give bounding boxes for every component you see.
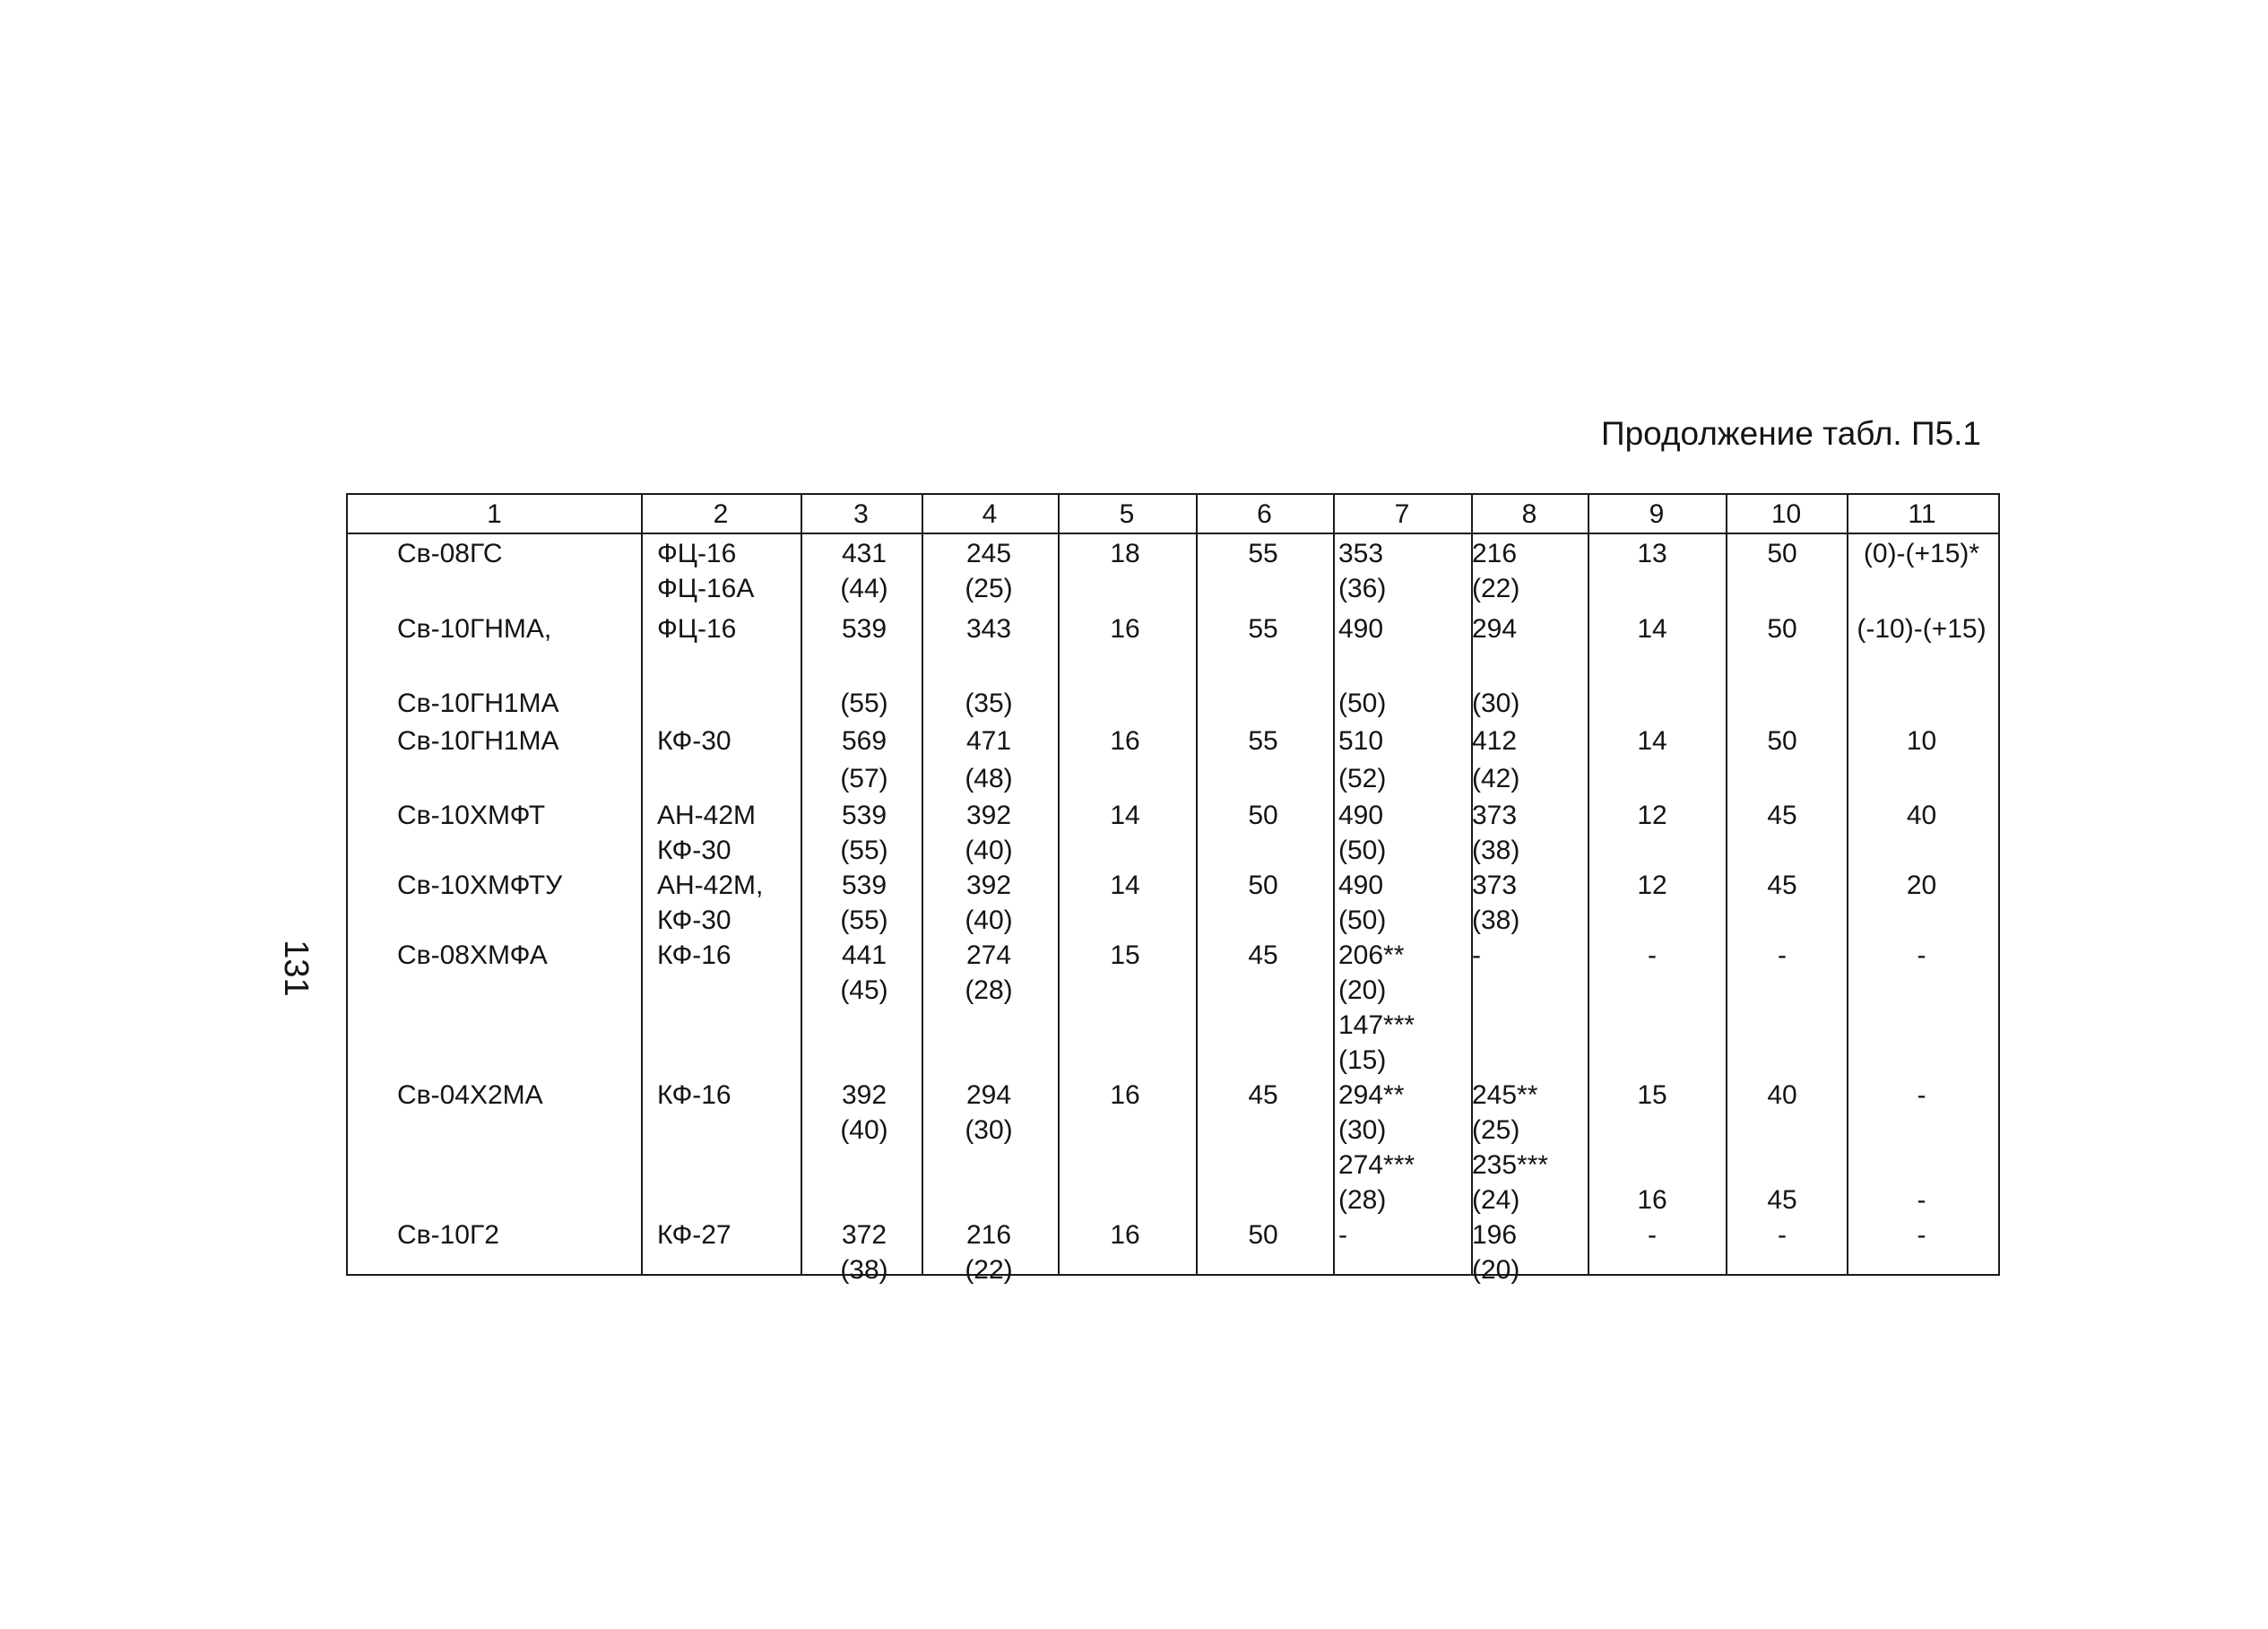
table-cell-c10: 50 bbox=[1767, 614, 1797, 644]
table-cell-c4: 274 bbox=[965, 940, 1012, 970]
table-cell-c2: ФЦ-16А bbox=[657, 574, 755, 603]
table-cell-c8: (24) bbox=[1472, 1185, 1520, 1215]
table-cell-c6: 55 bbox=[1248, 726, 1278, 756]
table-body bbox=[348, 534, 1998, 1285]
table-cell-c9: - bbox=[1648, 1220, 1657, 1250]
column-divider bbox=[1471, 495, 1473, 1274]
table-cell-c7: 147*** bbox=[1338, 1010, 1415, 1040]
table-cell-c4: (40) bbox=[965, 905, 1013, 935]
table-cell-c8: 373 bbox=[1472, 801, 1518, 830]
table-cell-c9: 14 bbox=[1637, 726, 1667, 756]
table-cell-c8: (42) bbox=[1472, 764, 1520, 793]
table-cell-c5: 16 bbox=[1110, 726, 1140, 756]
table-cell-c1: Св-10ГН1МА bbox=[397, 726, 559, 756]
table-cell-c7: (28) bbox=[1338, 1185, 1387, 1215]
table-cell-c7: 206** bbox=[1338, 940, 1405, 970]
column-divider bbox=[1847, 495, 1848, 1274]
table-cell-c8: 373 bbox=[1472, 871, 1518, 900]
table-cell-c10: - bbox=[1778, 940, 1787, 970]
table-cell-c11: 20 bbox=[1906, 871, 1937, 900]
table-cell-c6: 50 bbox=[1248, 801, 1278, 830]
table-cell-c4: 471 bbox=[965, 726, 1012, 756]
table-cell-c6: 50 bbox=[1248, 871, 1278, 900]
table-cell-c2: КФ-30 bbox=[657, 905, 731, 935]
table-cell-c3: 431 bbox=[841, 539, 887, 568]
table-cell-c8: (38) bbox=[1472, 836, 1520, 865]
table-cell-c3: (44) bbox=[840, 574, 888, 603]
table-cell-c2: КФ-30 bbox=[657, 726, 731, 756]
table-cell-c9: - bbox=[1648, 940, 1657, 970]
table-cell-c11: (0)-(+15)* bbox=[1863, 539, 1980, 568]
table-cell-c6: 55 bbox=[1248, 614, 1278, 644]
table-cell-c7: (36) bbox=[1338, 574, 1387, 603]
data-table bbox=[346, 493, 2000, 1285]
table-cell-c11: - bbox=[1917, 1185, 1926, 1215]
table-cell-c4: 392 bbox=[965, 871, 1012, 900]
table-cell-c11: 40 bbox=[1906, 801, 1937, 830]
table-cell-c4: (28) bbox=[965, 975, 1013, 1005]
table-cell-c10: 45 bbox=[1767, 871, 1797, 900]
table-cell-c1: Св-10ХМФТ bbox=[397, 801, 546, 830]
table-cell-c11: (-10)-(+15) bbox=[1857, 614, 1987, 644]
table-cell-c8: 245** bbox=[1472, 1080, 1538, 1110]
table-cell-c11: 10 bbox=[1906, 726, 1937, 756]
table-cell-c3: (55) bbox=[840, 836, 888, 865]
table-cell-c7: (50) bbox=[1338, 905, 1387, 935]
table-cell-c2: КФ-27 bbox=[657, 1220, 731, 1250]
table-cell-c9: 15 bbox=[1637, 1080, 1667, 1110]
table-cell-c7: (15) bbox=[1338, 1045, 1387, 1075]
table-cell-c8: 235*** bbox=[1472, 1150, 1549, 1180]
table-cell-c11: - bbox=[1917, 1220, 1926, 1250]
header-cell-9: 9 bbox=[1649, 499, 1665, 529]
table-cell-c2: ФЦ-16 bbox=[657, 614, 737, 644]
table-cell-c7: (52) bbox=[1338, 764, 1387, 793]
table-cell-c3: 539 bbox=[841, 801, 887, 830]
table-cell-c5: 15 bbox=[1110, 940, 1140, 970]
table-cell-c7: 353 bbox=[1338, 539, 1384, 568]
table-cell-c9: 16 bbox=[1637, 1185, 1667, 1215]
table-cell-c2: КФ-30 bbox=[657, 836, 731, 865]
table-cell-c8: (22) bbox=[1472, 574, 1520, 603]
table-cell-c3: 372 bbox=[841, 1220, 887, 1250]
table-cell-c1: Св-04Х2МА bbox=[397, 1080, 543, 1110]
table-cell-c9: 13 bbox=[1637, 539, 1667, 568]
table-cell-c2: КФ-16 bbox=[657, 940, 731, 970]
table-cell-c6: 45 bbox=[1248, 940, 1278, 970]
table-cell-c5: 18 bbox=[1110, 539, 1140, 568]
table-caption: Продолжение табл. П5.1 bbox=[1601, 415, 1981, 452]
table-cell-c7: 510 bbox=[1338, 726, 1384, 756]
table-cell-c3: 441 bbox=[841, 940, 887, 970]
table-cell-c9: 12 bbox=[1637, 801, 1667, 830]
table-cell-c6: 45 bbox=[1248, 1080, 1278, 1110]
header-cell-5: 5 bbox=[1119, 499, 1135, 529]
table-cell-c4: 216 bbox=[965, 1220, 1012, 1250]
column-divider bbox=[1333, 495, 1335, 1274]
table-cell-c7: - bbox=[1338, 1220, 1347, 1250]
table-cell-c10: 40 bbox=[1767, 1080, 1797, 1110]
header-cell-8: 8 bbox=[1521, 499, 1537, 529]
table-cell-c1: Св-10Г2 bbox=[397, 1220, 499, 1250]
table-cell-c9: 12 bbox=[1637, 871, 1667, 900]
table-cell-c7: 490 bbox=[1338, 614, 1384, 644]
table-cell-c7: 490 bbox=[1338, 801, 1384, 830]
table-cell-c5: 14 bbox=[1110, 871, 1140, 900]
table-cell-c10: 50 bbox=[1767, 726, 1797, 756]
table-cell-c7: (50) bbox=[1338, 689, 1387, 718]
table-cell-c3: (38) bbox=[840, 1255, 888, 1285]
table-cell-c3: (55) bbox=[840, 689, 888, 718]
table-cell-c1: Св-10ГН1МА bbox=[397, 689, 559, 718]
table-cell-c4: 343 bbox=[965, 614, 1012, 644]
table-cell-c7: (20) bbox=[1338, 975, 1387, 1005]
table-cell-c8: 216 bbox=[1472, 539, 1518, 568]
table-cell-c4: (30) bbox=[965, 1115, 1013, 1145]
table-cell-c3: (57) bbox=[840, 764, 888, 793]
table-cell-c5: 14 bbox=[1110, 801, 1140, 830]
table-cell-c2: АН-42М, bbox=[657, 871, 764, 900]
column-divider bbox=[1058, 495, 1060, 1274]
header-cell-6: 6 bbox=[1257, 499, 1272, 529]
table-cell-c4: (35) bbox=[965, 689, 1013, 718]
table-cell-c3: 539 bbox=[841, 871, 887, 900]
column-divider bbox=[922, 495, 923, 1274]
table-cell-c8: 294 bbox=[1472, 614, 1518, 644]
table-cell-c9: 14 bbox=[1637, 614, 1667, 644]
table-cell-c7: (50) bbox=[1338, 836, 1387, 865]
table-cell-c5: 16 bbox=[1110, 1080, 1140, 1110]
header-cell-11: 11 bbox=[1908, 499, 1936, 529]
table-cell-c3: 392 bbox=[841, 1080, 887, 1110]
table-cell-c10: 50 bbox=[1767, 539, 1797, 568]
header-cell-10: 10 bbox=[1770, 499, 1802, 529]
table-cell-c8: (20) bbox=[1472, 1255, 1520, 1285]
table-cell-c10: 45 bbox=[1767, 801, 1797, 830]
header-cell-7: 7 bbox=[1394, 499, 1410, 529]
table-header-row bbox=[348, 495, 1998, 534]
table-cell-c8: 196 bbox=[1472, 1220, 1518, 1250]
table-cell-c6: 50 bbox=[1248, 1220, 1278, 1250]
table-cell-c5: 16 bbox=[1110, 614, 1140, 644]
table-cell-c2: ФЦ-16 bbox=[657, 539, 737, 568]
table-cell-c1: Св-08ХМФА bbox=[397, 940, 548, 970]
table-cell-c10: - bbox=[1778, 1220, 1787, 1250]
table-cell-c1: Св-08ГС bbox=[397, 539, 503, 568]
table-cell-c8: (38) bbox=[1472, 905, 1520, 935]
table-cell-c3: 539 bbox=[841, 614, 887, 644]
table-cell-c10: 45 bbox=[1767, 1185, 1797, 1215]
table-cell-c7: 294** bbox=[1338, 1080, 1405, 1110]
table-cell-c4: 294 bbox=[965, 1080, 1012, 1110]
table-cell-c4: 392 bbox=[965, 801, 1012, 830]
table-cell-c2: АН-42М bbox=[657, 801, 757, 830]
table-cell-c1: Св-10ХМФТУ bbox=[397, 871, 563, 900]
table-cell-c4: (48) bbox=[965, 764, 1013, 793]
table-cell-c3: (45) bbox=[840, 975, 888, 1005]
table-cell-c7: 490 bbox=[1338, 871, 1384, 900]
table-cell-c4: (22) bbox=[965, 1255, 1013, 1285]
column-divider bbox=[801, 495, 802, 1274]
table-cell-c4: (40) bbox=[965, 836, 1013, 865]
table-cell-c8: (30) bbox=[1472, 689, 1520, 718]
table-cell-c7: (30) bbox=[1338, 1115, 1387, 1145]
header-cell-3: 3 bbox=[853, 499, 869, 529]
column-divider bbox=[1726, 495, 1727, 1274]
column-divider bbox=[1588, 495, 1589, 1274]
table-cell-c7: 274*** bbox=[1338, 1150, 1415, 1180]
table-cell-c3: (40) bbox=[840, 1115, 888, 1145]
table-cell-c4: (25) bbox=[965, 574, 1013, 603]
table-cell-c1: Св-10ГНМА, bbox=[397, 614, 552, 644]
table-cell-c8: - bbox=[1472, 940, 1481, 970]
column-divider bbox=[641, 495, 643, 1274]
header-cell-1: 1 bbox=[487, 499, 502, 529]
table-cell-c3: (55) bbox=[840, 905, 888, 935]
table-cell-c8: 412 bbox=[1472, 726, 1518, 756]
header-cell-4: 4 bbox=[982, 499, 998, 529]
page-number: 131 bbox=[277, 940, 315, 997]
table-cell-c11: - bbox=[1917, 1080, 1926, 1110]
table-cell-c5: 16 bbox=[1110, 1220, 1140, 1250]
table-cell-c3: 569 bbox=[841, 726, 887, 756]
column-divider bbox=[1196, 495, 1198, 1274]
header-cell-2: 2 bbox=[713, 499, 729, 529]
table-cell-c8: (25) bbox=[1472, 1115, 1520, 1145]
table-cell-c11: - bbox=[1917, 940, 1926, 970]
table-cell-c4: 245 bbox=[965, 539, 1012, 568]
table-cell-c6: 55 bbox=[1248, 539, 1278, 568]
table-cell-c2: КФ-16 bbox=[657, 1080, 731, 1110]
